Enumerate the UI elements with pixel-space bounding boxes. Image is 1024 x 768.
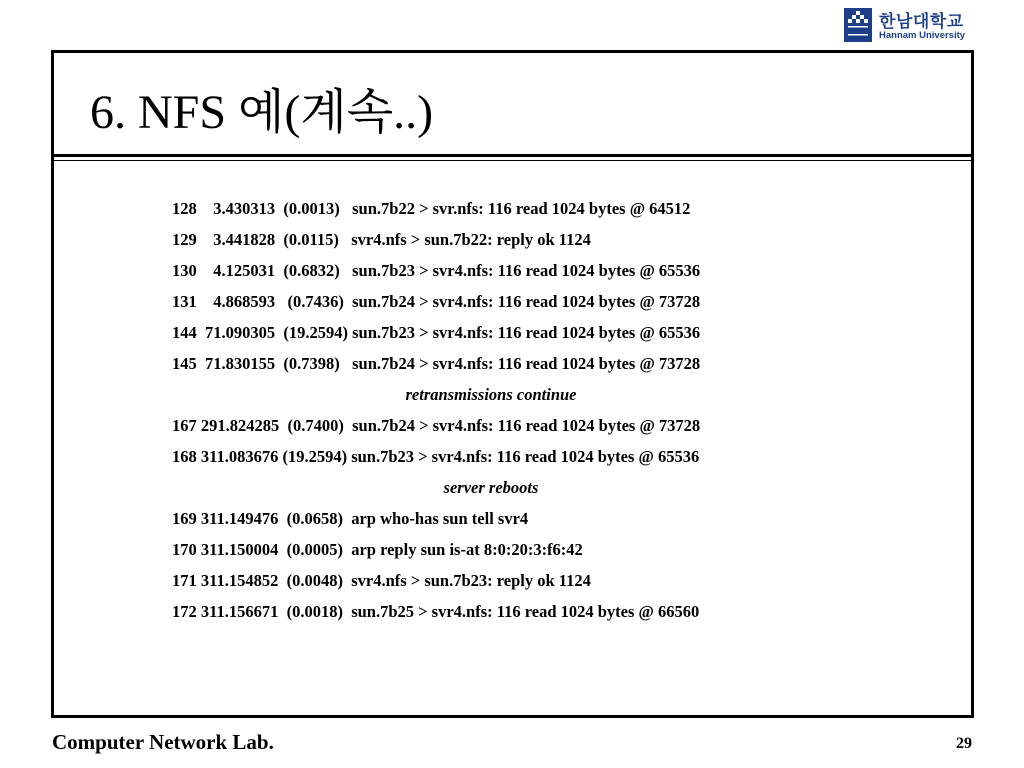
university-emblem-icon bbox=[844, 8, 872, 42]
trace-line: 144 71.090305 (19.2594) sun.7b23 > svr4.nfs: 116 read 1024 bytes @ 65536 bbox=[172, 323, 701, 342]
slide-frame bbox=[51, 50, 974, 718]
footer-lab-name: Computer Network Lab. bbox=[52, 730, 274, 754]
logo-english-name: Hannam University bbox=[879, 30, 966, 41]
trace-line: 145 71.830155 (0.7398) sun.7b24 > svr4.nfs: 116 read 1024 bytes @ 73728 bbox=[172, 354, 701, 373]
logo-korean-name: 한남대학교 bbox=[879, 12, 964, 32]
university-logo bbox=[844, 7, 978, 43]
trace-line: 129 3.441828 (0.0115) svr4.nfs > sun.7b22: reply ok 1124 bbox=[172, 230, 591, 249]
packet-trace-list bbox=[172, 197, 810, 631]
trace-line: 169 311.149476 (0.0658) arp who-has sun tell svr4 bbox=[172, 509, 529, 528]
title-divider-thick bbox=[54, 154, 971, 157]
footer-page-number: 29 bbox=[956, 735, 972, 752]
trace-line: 171 311.154852 (0.0048) svr4.nfs > sun.7b23: reply ok 1124 bbox=[172, 571, 591, 590]
title-divider-thin bbox=[54, 160, 971, 161]
trace-annotation: server reboots bbox=[443, 478, 539, 497]
trace-line: 172 311.156671 (0.0018) sun.7b25 > svr4.nfs: 116 read 1024 bytes @ 66560 bbox=[172, 602, 700, 621]
trace-line: 131 4.868593 (0.7436) sun.7b24 > svr4.nfs: 116 read 1024 bytes @ 73728 bbox=[172, 292, 701, 311]
trace-line: 170 311.150004 (0.0005) arp reply sun is-at 8:0:20:3:f6:42 bbox=[172, 540, 583, 559]
trace-line: 128 3.430313 (0.0013) sun.7b22 > svr.nfs: 116 read 1024 bytes @ 64512 bbox=[172, 199, 691, 218]
trace-line: 130 4.125031 (0.6832) sun.7b23 > svr4.nfs: 116 read 1024 bytes @ 65536 bbox=[172, 261, 701, 280]
trace-line: 168 311.083676 (19.2594) sun.7b23 > svr4.nfs: 116 read 1024 bytes @ 65536 bbox=[172, 447, 700, 466]
slide-title: 6. NFS 예(계속..) bbox=[90, 86, 434, 139]
trace-annotation: retransmissions continue bbox=[405, 385, 577, 404]
trace-line: 167 291.824285 (0.7400) sun.7b24 > svr4.nfs: 116 read 1024 bytes @ 73728 bbox=[172, 416, 701, 435]
